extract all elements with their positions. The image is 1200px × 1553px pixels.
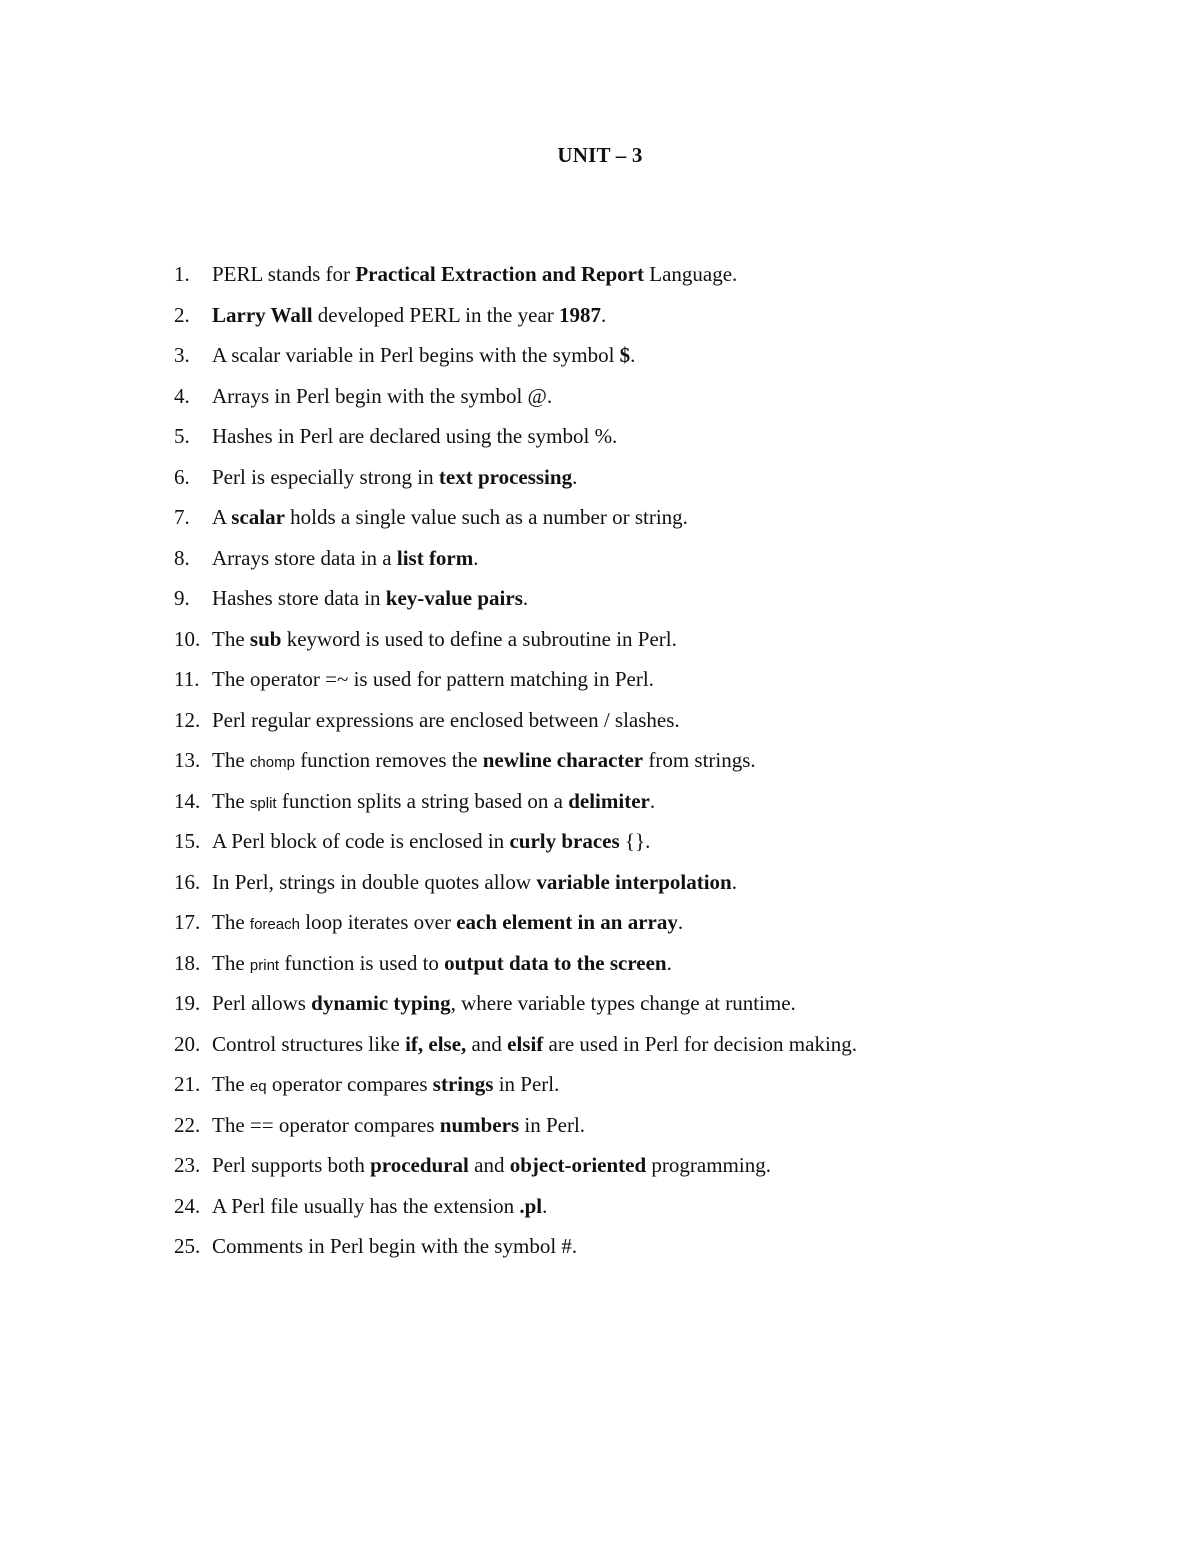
item-number: 7. bbox=[174, 505, 190, 529]
code-term: print bbox=[249, 956, 280, 974]
item-number: 20. bbox=[174, 1031, 201, 1056]
item-number: 3. bbox=[174, 343, 190, 367]
text-run: Hashes in Perl are declared using the symbol %. bbox=[212, 424, 618, 448]
list-item bbox=[0, 1229, 1200, 1270]
item-text bbox=[212, 905, 683, 942]
text-run: Control structures like bbox=[212, 1031, 406, 1056]
text-run: Perl allows bbox=[212, 991, 312, 1015]
item-text bbox=[212, 622, 677, 656]
text-run: A bbox=[212, 505, 232, 529]
item-text bbox=[212, 419, 617, 453]
list-item bbox=[0, 622, 1200, 663]
text-run: The == operator compares bbox=[212, 1112, 440, 1137]
list-item bbox=[0, 946, 1200, 987]
text-run: are used in Perl for decision making. bbox=[543, 1031, 858, 1056]
bold-term: if, else, bbox=[405, 1031, 467, 1056]
item-text bbox=[212, 298, 606, 332]
list-item bbox=[0, 460, 1200, 501]
text-run: . bbox=[731, 869, 737, 894]
list-item bbox=[0, 905, 1200, 946]
text-run: Perl regular expressions are enclosed between / slashes. bbox=[212, 707, 680, 732]
text-run: function splits a string based on a bbox=[276, 788, 569, 813]
item-text bbox=[212, 460, 577, 494]
list-item bbox=[0, 1027, 1200, 1068]
item-number: 23. bbox=[174, 1153, 201, 1177]
item-text bbox=[212, 500, 688, 534]
list-item bbox=[0, 541, 1200, 582]
text-run: The bbox=[212, 788, 250, 813]
code-term: foreach bbox=[249, 916, 300, 933]
item-number: 12. bbox=[174, 707, 201, 732]
text-run: . bbox=[522, 586, 529, 610]
text-run: {}. bbox=[619, 829, 651, 853]
text-run: , where variable types change at runtime. bbox=[450, 991, 796, 1015]
bold-term: output data to the screen bbox=[444, 950, 667, 975]
item-text bbox=[212, 581, 528, 615]
text-run: loop iterates over bbox=[299, 910, 457, 934]
list-item bbox=[0, 1108, 1200, 1149]
text-run: Perl supports both bbox=[212, 1153, 371, 1177]
bold-term: sub bbox=[249, 626, 282, 651]
bold-term: $ bbox=[619, 343, 631, 367]
bold-term: 1987 bbox=[559, 302, 602, 327]
item-text bbox=[212, 743, 756, 780]
item-number: 18. bbox=[174, 950, 201, 975]
text-run: from strings. bbox=[643, 748, 756, 772]
item-number: 17. bbox=[174, 910, 201, 934]
bold-term: key-value pairs bbox=[385, 586, 523, 610]
item-text bbox=[212, 257, 737, 291]
bold-term: curly braces bbox=[509, 829, 620, 853]
list-item bbox=[0, 784, 1200, 825]
item-number: 13. bbox=[174, 748, 201, 772]
bold-term: object-oriented bbox=[509, 1153, 647, 1177]
code-term: eq bbox=[249, 1078, 267, 1095]
bold-term: procedural bbox=[370, 1153, 469, 1177]
list-item bbox=[0, 581, 1200, 622]
text-run: Arrays in Perl begin with the symbol @. bbox=[212, 383, 553, 408]
list-item bbox=[0, 1148, 1200, 1189]
item-number: 10. bbox=[174, 626, 201, 651]
item-text bbox=[212, 1027, 857, 1061]
text-run: function is used to bbox=[279, 950, 445, 975]
item-text bbox=[212, 1148, 771, 1182]
text-run: . bbox=[542, 1193, 548, 1218]
bold-term: strings bbox=[432, 1072, 494, 1096]
text-run: function removes the bbox=[294, 748, 483, 772]
item-number: 9. bbox=[174, 586, 190, 610]
item-text bbox=[212, 1189, 547, 1223]
text-run: . bbox=[572, 464, 578, 489]
bold-term: list form bbox=[396, 545, 474, 570]
item-text bbox=[212, 541, 479, 575]
text-run: The bbox=[212, 910, 250, 934]
text-run: The bbox=[212, 626, 250, 651]
list-item bbox=[0, 986, 1200, 1027]
item-number: 1. bbox=[174, 262, 190, 286]
item-number: 19. bbox=[174, 991, 201, 1015]
text-run: . bbox=[649, 788, 656, 813]
list-item bbox=[0, 865, 1200, 906]
item-text bbox=[212, 1108, 585, 1142]
list-item bbox=[0, 379, 1200, 420]
code-term: chomp bbox=[249, 754, 295, 771]
bold-term: numbers bbox=[439, 1112, 520, 1137]
list-item bbox=[0, 338, 1200, 379]
item-number: 4. bbox=[174, 383, 190, 408]
list-item bbox=[0, 824, 1200, 865]
list-item bbox=[0, 298, 1200, 339]
item-number: 8. bbox=[174, 545, 190, 570]
text-run: The bbox=[212, 748, 250, 772]
item-number: 14. bbox=[174, 788, 201, 813]
text-run: developed PERL in the year bbox=[312, 302, 560, 327]
item-text bbox=[212, 946, 672, 983]
text-run: The bbox=[212, 1072, 250, 1096]
text-run: in Perl. bbox=[519, 1112, 586, 1137]
bold-term: each element in an array bbox=[456, 910, 678, 934]
text-run: PERL stands for bbox=[212, 262, 356, 286]
bold-term: .pl bbox=[519, 1193, 543, 1218]
list-item bbox=[0, 703, 1200, 744]
item-text bbox=[212, 865, 737, 899]
text-run: Perl is especially strong in bbox=[212, 464, 439, 489]
item-number: 22. bbox=[174, 1112, 201, 1137]
text-run: The operator =~ is used for pattern matching in Perl. bbox=[212, 667, 654, 691]
item-number: 5. bbox=[174, 424, 190, 448]
bold-term: Larry Wall bbox=[212, 302, 313, 327]
list-item bbox=[0, 419, 1200, 460]
code-term: split bbox=[249, 794, 277, 812]
list-item bbox=[0, 1067, 1200, 1108]
text-run: . bbox=[677, 910, 684, 934]
item-number: 16. bbox=[174, 869, 201, 894]
text-run: . bbox=[473, 545, 479, 570]
bold-term: scalar bbox=[231, 505, 285, 529]
page-title: UNIT – 3 bbox=[557, 143, 643, 167]
list-item bbox=[0, 257, 1200, 298]
text-run: Language. bbox=[644, 262, 738, 286]
item-text bbox=[212, 703, 680, 737]
list-item bbox=[0, 743, 1200, 784]
bold-term: Practical Extraction and Report bbox=[355, 262, 645, 286]
text-run: operator compares bbox=[266, 1072, 433, 1096]
text-run: A Perl file usually has the extension bbox=[212, 1193, 520, 1218]
question-list bbox=[0, 257, 1200, 1270]
text-run: . bbox=[666, 950, 672, 975]
text-run: programming. bbox=[646, 1153, 771, 1177]
item-text bbox=[212, 338, 635, 372]
text-run: A scalar variable in Perl begins with the symbol bbox=[212, 343, 620, 367]
item-number: 25. bbox=[174, 1234, 201, 1258]
item-text bbox=[212, 379, 552, 413]
list-item bbox=[0, 1189, 1200, 1230]
text-run: keyword is used to define a subroutine in Perl. bbox=[281, 626, 677, 651]
item-number: 6. bbox=[174, 464, 190, 489]
bold-term: variable interpolation bbox=[536, 869, 732, 894]
text-run: holds a single value such as a number or string. bbox=[284, 505, 688, 529]
list-item bbox=[0, 500, 1200, 541]
text-run: and bbox=[468, 1153, 510, 1177]
item-text bbox=[212, 1067, 559, 1104]
item-number: 24. bbox=[174, 1193, 201, 1218]
text-run: in Perl. bbox=[493, 1072, 560, 1096]
item-text bbox=[212, 1229, 577, 1263]
text-run: and bbox=[466, 1031, 508, 1056]
bold-term: elsif bbox=[507, 1031, 544, 1056]
text-run: Comments in Perl begin with the symbol #. bbox=[212, 1234, 578, 1258]
text-run: A Perl block of code is enclosed in bbox=[212, 829, 510, 853]
text-run: . bbox=[601, 302, 607, 327]
text-run: Hashes store data in bbox=[212, 586, 386, 610]
text-run: In Perl, strings in double quotes allow bbox=[212, 869, 537, 894]
item-text bbox=[212, 662, 654, 696]
item-text bbox=[212, 986, 796, 1020]
list-item bbox=[0, 662, 1200, 703]
text-run: The bbox=[212, 950, 250, 975]
bold-term: newline character bbox=[482, 748, 644, 772]
bold-term: text processing bbox=[438, 464, 573, 489]
text-run: Arrays store data in a bbox=[212, 545, 397, 570]
item-number: 11. bbox=[174, 667, 200, 691]
item-number: 2. bbox=[174, 302, 190, 327]
text-run: . bbox=[630, 343, 636, 367]
item-number: 15. bbox=[174, 829, 201, 853]
item-text bbox=[212, 824, 650, 858]
item-number: 21. bbox=[174, 1072, 201, 1096]
item-text bbox=[212, 784, 655, 821]
bold-term: dynamic typing bbox=[311, 991, 451, 1015]
bold-term: delimiter bbox=[568, 788, 650, 813]
